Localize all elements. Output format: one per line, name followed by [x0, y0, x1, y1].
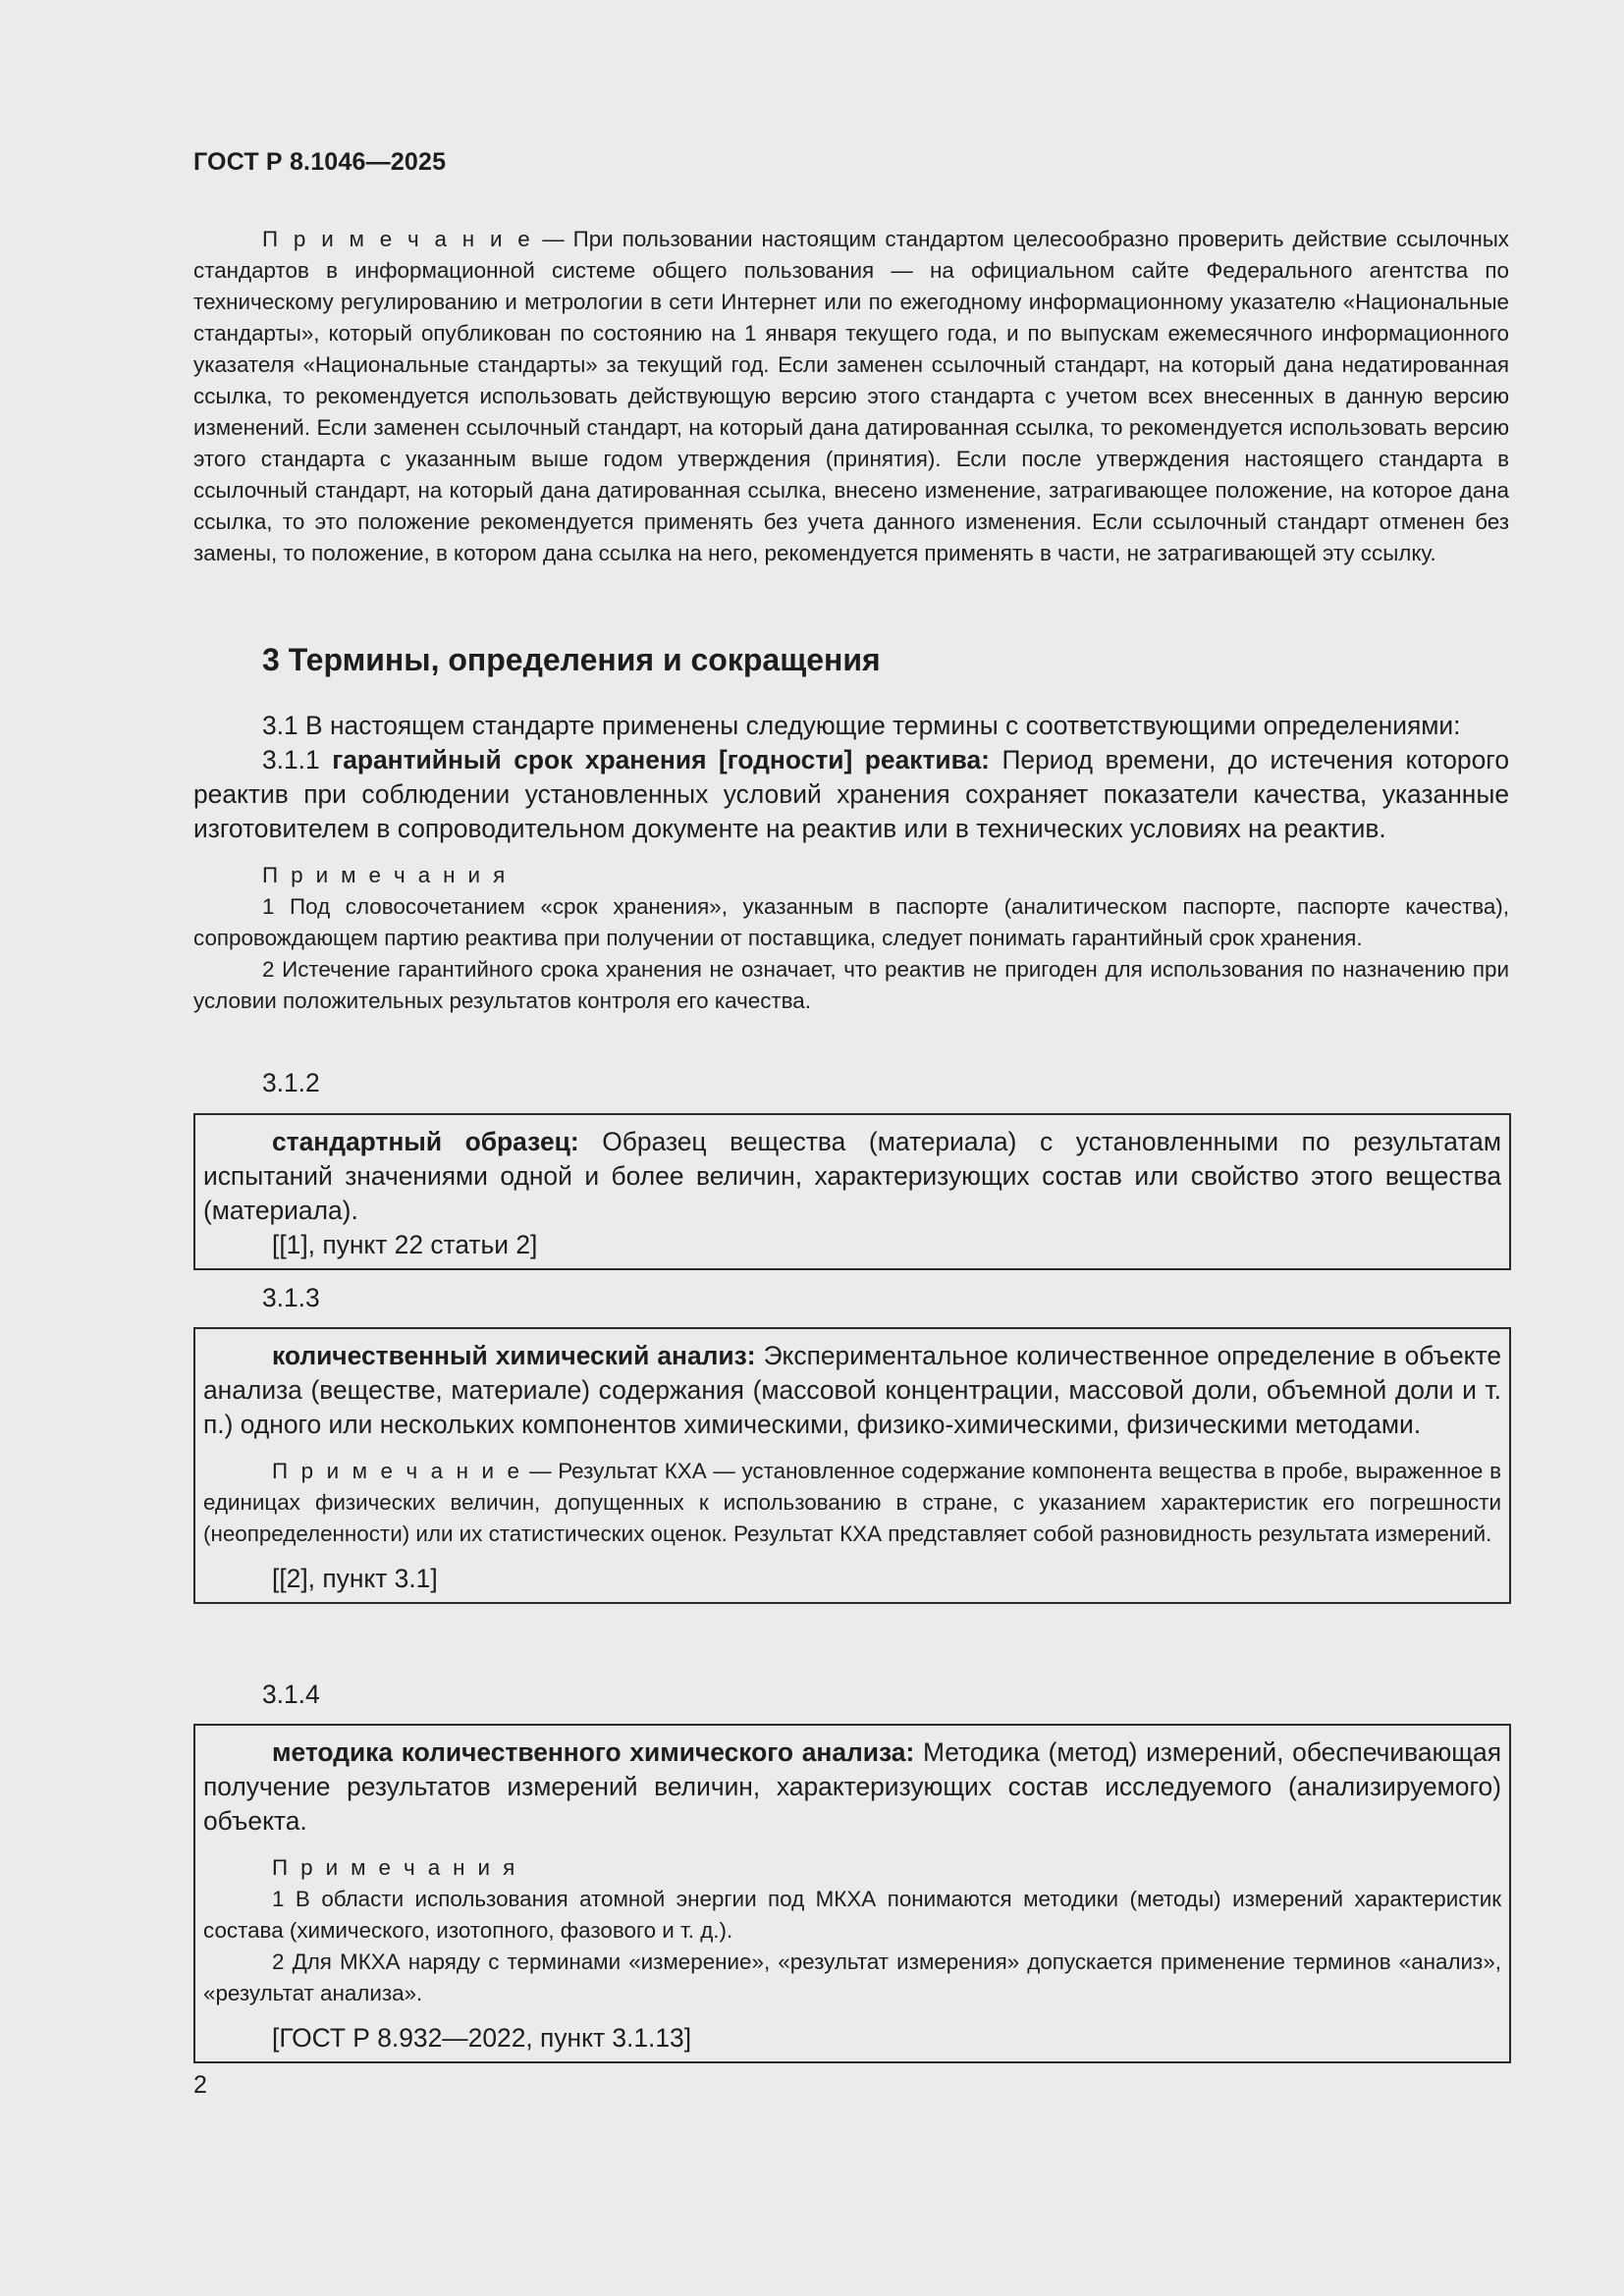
term-3-1-1-block — [193, 709, 1509, 1017]
term-3-1-4 — [203, 1735, 1501, 1839]
note-1: 1 Под словосочетанием «срок хранения», указанным в паспорте (аналитическом паспорте, паспорте качества), сопровождающем партию реактива при получении от поставщика, следует понимать гарантийный срок хранения. — [193, 894, 1509, 950]
term-name: методика количественного химического анализа: — [272, 1737, 915, 1767]
notes-label: П р и м е ч а н и я — [262, 863, 509, 887]
term-3-1-4-number: 3.1.4 — [262, 1680, 320, 1709]
reference-note-paragraph — [193, 224, 1509, 569]
term-3-1-2-number: 3.1.2 — [262, 1068, 320, 1097]
note-text: — Результат КХА — установленное содержание компонента вещества в пробе, выраженное в единицах физических величин, допущенных к использованию в стране, с указанием характеристик его погрешности (неопределенности) или их статистических оценок. Результат КХА представляет собой разновидность результата измерений. — [203, 1459, 1501, 1546]
term-3-1-4-box — [193, 1724, 1511, 2063]
note-text: — При пользовании настоящим стандартом целесообразно проверить действие ссылочных стандартов в информационной системе общего пользования — на официальном сайте Федерального агентства по техническому регулированию и метрологии в сети Интернет или по ежегодному информационному указателю «Национальные стандарты», который опубликован по состоянию на 1 января текущего года, и по выпускам ежемесячного информационного указателя «Национальные стандарты» за текущий год. Если заменен ссылочный стандарт, на который дана недатированная ссылка, то рекомендуется использовать действующую версию этого стандарта с учетом всех внесенных в данную версию изменений. Если заменен ссылочный стандарт, на который дана датированная ссылка, то рекомендуется использовать версию этого стандарта с указанным выше годом утверждения (принятия). Если после утверждения настоящего стандарта в ссылочный стандарт, на который дана датированная ссылка, внесено изменение, затрагивающее положение, на которое дана ссылка, то это положение рекомендуется применять без учета данного изменения. Если ссылочный стандарт отменен без замены, то положение, в котором дана ссылка на него, рекомендуется применять в части, не затрагивающей эту ссылку. — [193, 227, 1509, 565]
term-name: стандартный образец: — [272, 1127, 579, 1156]
term-source: [[2], пункт 3.1] — [272, 1564, 438, 1593]
term-3-1-2-box — [193, 1113, 1511, 1270]
section-title: 3 Термины, определения и сокращения — [262, 642, 881, 677]
term-definition: Методика (метод) измерений, обеспечивающая получение результатов измерений величин, характеризующих состав исследуемого (анализируемого) объекта. — [203, 1737, 1501, 1836]
term-definition: Период времени, до истечения которого реактив при соблюдении установленных условий хранения сохраняет показатели качества, указанные изготовителем в сопроводительном документе на реактив или в технических условиях на реактив. — [193, 745, 1510, 843]
term-number: 3.1.1 — [262, 745, 333, 774]
term-3-1-1 — [193, 743, 1509, 846]
term-definition: Экспериментальное количественное определение в объекте анализа (веществе, материале) содержания (массовой концентрации, массовой доли, объемной доли и т. п.) одного или нескольких компонентов химическими, физико-химическими, физическими методами. — [203, 1341, 1501, 1439]
term-definition: Образец вещества (материала) с установленными по результатам испытаний значениями одной и более величин, характеризующих состав или свойство этого вещества (материала). — [203, 1127, 1501, 1225]
term-3-1-3-box — [193, 1327, 1511, 1604]
note-2: 2 Для МКХА наряду с терминами «измерение», «результат измерения» допускается применение терминов «анализ», «результат анализа». — [203, 1949, 1501, 2005]
term-source: [[1], пункт 22 статьи 2] — [272, 1230, 538, 1259]
reference-note — [193, 224, 1509, 569]
term-3-1-3 — [203, 1339, 1501, 1442]
note-label: П р и м е ч а н и е — [272, 1459, 523, 1483]
term-3-1-2 — [203, 1125, 1501, 1228]
notes-label: П р и м е ч а н и я — [272, 1855, 518, 1880]
note-label: П р и м е ч а н и е — [262, 227, 534, 251]
term-note — [203, 1456, 1501, 1550]
term-name: гарантийный срок хранения [годности] реактива: — [332, 745, 990, 774]
section-intro: 3.1 В настоящем стандарте применены следующие термины с соответствующими определениями: — [262, 711, 1461, 740]
note-2: 2 Истечение гарантийного срока хранения не означает, что реактив не пригоден для использования по назначению при условии положительных результатов контроля его качества. — [193, 957, 1509, 1013]
term-3-1-3-number: 3.1.3 — [262, 1283, 320, 1312]
document-id: ГОСТ Р 8.1046—2025 — [193, 148, 447, 176]
term-source: [ГОСТ Р 8.932—2022, пункт 3.1.13] — [272, 2023, 692, 2053]
term-name: количественный химический анализ: — [272, 1341, 756, 1370]
page-number: 2 — [193, 2071, 207, 2099]
note-1: 1 В области использования атомной энергии под МКХА понимаются методики (методы) измерений характеристик состава (химического, изотопного, фазового и т. д.). — [203, 1887, 1501, 1943]
